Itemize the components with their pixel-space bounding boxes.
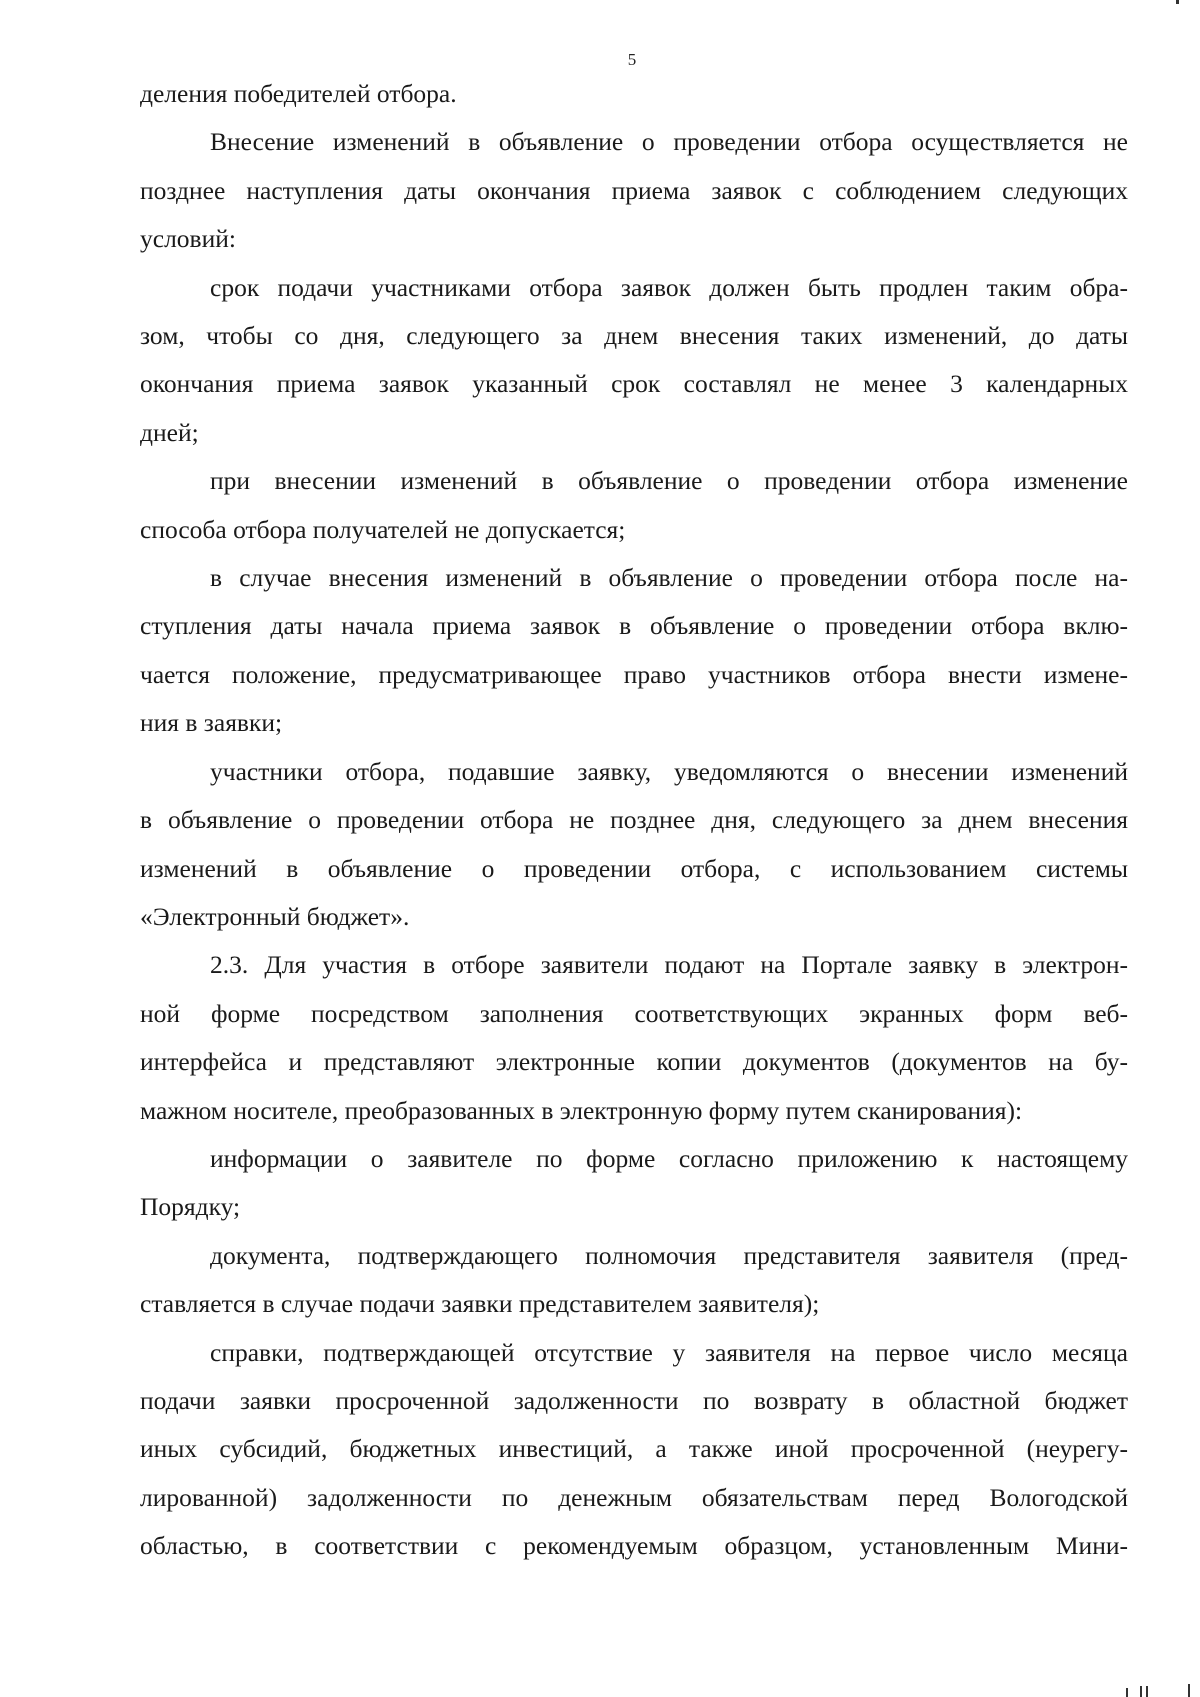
text-line: зом, чтобы со дня, следующего за днем внесения таких изменений, до даты bbox=[140, 321, 1128, 351]
text-line: дней; bbox=[140, 417, 199, 447]
text-line: подачи заявки просроченной задолженности по возврату в областной бюджет bbox=[140, 1385, 1128, 1415]
document-body bbox=[140, 70, 1128, 1571]
text-line: изменений в объявление о проведении отбора, с использованием системы bbox=[140, 853, 1128, 883]
paragraph bbox=[140, 748, 1128, 942]
text-line: ступления даты начала приема заявок в объявление о проведении отбора вклю- bbox=[140, 611, 1128, 641]
text-line: областью, в соответствии с рекомендуемым образцом, установленным Мини- bbox=[140, 1531, 1128, 1561]
paragraph bbox=[140, 1329, 1128, 1571]
text-line: участники отбора, подавшие заявку, уведомляются о внесении изменений bbox=[210, 756, 1128, 786]
text-line: окончания приема заявок указанный срок составлял не менее 3 календарных bbox=[140, 369, 1128, 399]
text-line: способа отбора получателей не допускается; bbox=[140, 514, 626, 544]
text-line: «Электронный бюджет». bbox=[140, 901, 410, 931]
text-line: ной форме посредством заполнения соответствующих экранных форм веб- bbox=[140, 998, 1128, 1028]
text-line: Порядку; bbox=[140, 1192, 241, 1222]
paragraph bbox=[140, 264, 1128, 458]
text-line: документа, подтверждающего полномочия представителя заявителя (пред- bbox=[210, 1240, 1128, 1270]
text-line: информации о заявителе по форме согласно приложению к настоящему bbox=[210, 1143, 1128, 1173]
text-line: 2.3. Для участия в отборе заявители подают на Портале заявку в электрон- bbox=[210, 950, 1128, 980]
text-line: чается положение, предусматривающее право участников отбора внести измене- bbox=[140, 659, 1128, 689]
paragraph bbox=[140, 554, 1128, 748]
scan-mark bbox=[1176, 0, 1179, 4]
text-line: в случае внесения изменений в объявление о проведении отбора после на- bbox=[210, 563, 1128, 593]
paragraph bbox=[140, 457, 1128, 554]
text-line: деления победителей отбора. bbox=[140, 79, 457, 108]
text-line: лированной) задолженности по денежным обязательствам перед Вологодской bbox=[140, 1482, 1128, 1512]
text-line: мажном носителе, преобразованных в электронную форму путем сканирования): bbox=[140, 1095, 1023, 1125]
text-line: интерфейса и представляют электронные копии документов (документов на бу- bbox=[140, 1047, 1128, 1077]
scan-mark bbox=[1126, 1688, 1128, 1697]
text-line: условий: bbox=[140, 224, 236, 254]
paragraph bbox=[140, 941, 1128, 1135]
paragraph bbox=[140, 70, 1128, 118]
scan-mark bbox=[1188, 1684, 1190, 1697]
text-line: ния в заявки; bbox=[140, 708, 283, 738]
text-line: Внесение изменений в объявление о проведении отбора осуществляется не bbox=[210, 127, 1128, 157]
text-line: срок подачи участниками отбора заявок должен быть продлен таким обра- bbox=[210, 272, 1128, 302]
text-line: при внесении изменений в объявление о проведении отбора изменение bbox=[210, 466, 1128, 496]
text-line: иных субсидий, бюджетных инвестиций, а также иной просроченной (неурегу- bbox=[140, 1434, 1128, 1464]
scan-mark bbox=[1146, 1686, 1148, 1697]
text-line: справки, подтверждающей отсутствие у заявителя на первое число месяца bbox=[210, 1337, 1128, 1367]
text-line: в объявление о проведении отбора не позднее дня, следующего за днем внесения bbox=[140, 805, 1128, 835]
paragraph bbox=[140, 1232, 1128, 1329]
text-line: позднее наступления даты окончания приема заявок с соблюдением следующих bbox=[140, 175, 1128, 205]
page-number: 5 bbox=[627, 50, 637, 69]
scan-mark bbox=[1140, 1686, 1142, 1697]
paragraph bbox=[140, 1135, 1128, 1232]
text-line: ставляется в случае подачи заявки представителем заявителя); bbox=[140, 1289, 820, 1319]
paragraph bbox=[140, 118, 1128, 263]
